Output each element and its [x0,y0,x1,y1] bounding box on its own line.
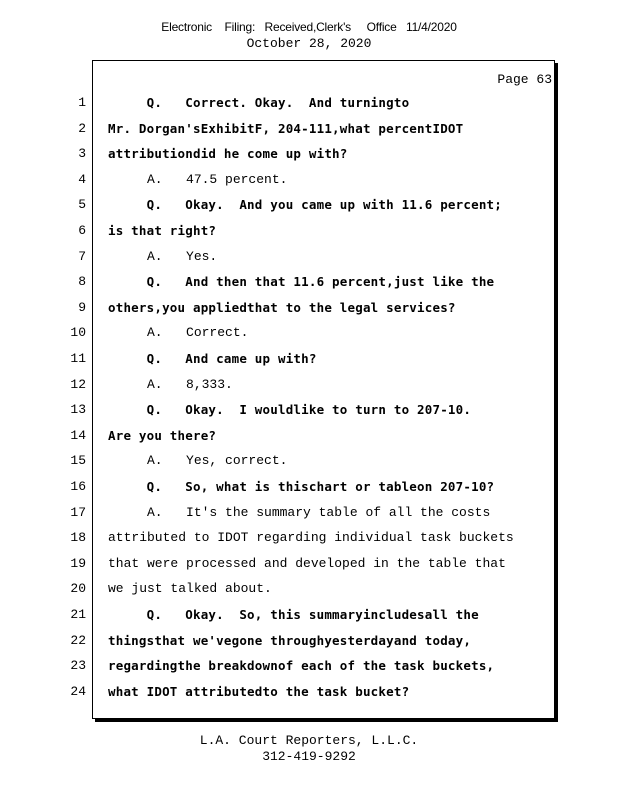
transcript-line: attributed to IDOT regarding individual task buckets [108,530,514,545]
line-number: 21 [70,607,86,622]
transcript-line: Q. Okay. And you came up with 11.6 percent; [108,197,503,212]
transcript-line: A. Yes, correct. [108,453,288,468]
line-number: 24 [70,684,86,699]
transcript-line: is that right? [108,223,217,238]
line-number: 3 [78,146,86,161]
transcript-line: A. 47.5 percent. [108,172,288,187]
line-number: 17 [70,505,86,520]
line-number: 22 [70,633,86,648]
line-number: 23 [70,658,86,673]
line-number: 11 [70,351,86,366]
transcript-line: Q. Correct. Okay. And turningto [108,95,410,110]
transcript-line: regardingthe breakdownof each of the task buckets, [108,658,495,673]
transcript-line: A. Yes. [108,249,218,264]
line-number: 10 [70,325,86,340]
transcript-line: what IDOT attributedto the task bucket? [108,684,410,699]
line-number: 19 [70,556,86,571]
transcript-line: thingsthat we'vegone throughyesterdayand today, [108,633,472,648]
transcript-line: attributiondid he come up with? [108,146,348,161]
filing-stamp: Electronic Filing: Received,Clerk's Office 11/4/2020 [161,20,457,34]
line-number: 12 [70,377,86,392]
line-number: 5 [78,197,86,212]
transcript-line: A. 8,333. [108,377,233,392]
transcript-line: Q. So, what is thischart or tableon 207-10? [108,479,495,494]
footer-company: L.A. Court Reporters, L.L.C. [199,733,419,748]
transcript-line: A. Correct. [108,325,249,340]
line-number: 15 [70,453,86,468]
transcript-line: Q. Okay. So, this summaryincludesall the [108,607,479,622]
line-number: 8 [78,274,86,289]
transcript-line: Q. Okay. I wouldlike to turn to 207-10. [108,402,472,417]
transcript-line: Q. And came up with? [108,351,317,366]
line-number: 18 [70,530,86,545]
transcript-line: Q. And then that 11.6 percent,just like the [108,274,495,289]
line-number: 14 [70,428,86,443]
transcript-line: A. It's the summary table of all the costs [108,505,491,520]
transcript-line: Mr. Dorgan'sExhibitF, 204-111,what percentIDOT [108,121,464,136]
transcript-line: we just talked about. [108,581,272,596]
line-number: 4 [78,172,86,187]
line-number: 9 [78,300,86,315]
line-number: 7 [78,249,86,264]
line-number: 2 [78,121,86,136]
date-line: October 28, 2020 [246,36,372,51]
transcript-line: that were processed and developed in the table that [108,556,506,571]
footer-phone: 312-419-9292 [262,749,356,764]
transcript-line: others,you appliedthat to the legal services? [108,300,456,315]
page-number: Page 63 [497,72,552,87]
line-number: 13 [70,402,86,417]
line-number: 1 [78,95,86,110]
transcript-line: Are you there? [108,428,217,443]
line-number: 6 [78,223,86,238]
line-number: 16 [70,479,86,494]
line-number: 20 [70,581,86,596]
